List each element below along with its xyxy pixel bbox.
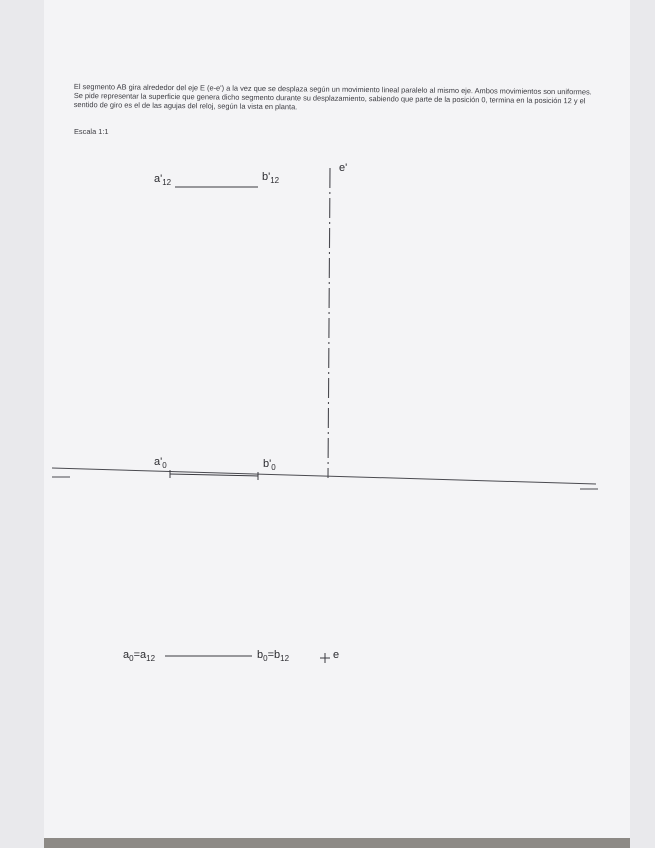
label-e-plan: e (333, 649, 340, 661)
label-b-plan: $b_0=b_{12}$ (257, 649, 290, 663)
ground-line (52, 468, 596, 484)
label-a-plan: $a_0=a_{12}$ (123, 649, 156, 663)
label-e-elevation: e' (339, 162, 348, 174)
scale-label: Escala 1:1 (74, 127, 109, 136)
label-b12-elevation: $b'_{12}$ (262, 171, 280, 185)
label-a12-elevation: $a'_{12}$ (154, 173, 172, 187)
label-b0-elevation: $b'_0$ (263, 458, 276, 472)
problem-statement: El segmento AB gira alrededor del eje E (e-e') a la vez que se desplaza según un movimiento lineal paralelo al mismo eje. Ambos movimientos son uniformes. Se pide representar la superficie que genera dicho segmento durante su desplazamiento, sabiendo que parte de la posición 0, termina en la posición 12 y el sentido de giro es el de las agujas del reloj, según la vista en planta. (73, 82, 592, 112)
label-a0-elevation: $a'_0$ (154, 456, 167, 470)
segment-a0-b0-elevation (170, 474, 258, 476)
axis-e-elevation (328, 168, 330, 478)
